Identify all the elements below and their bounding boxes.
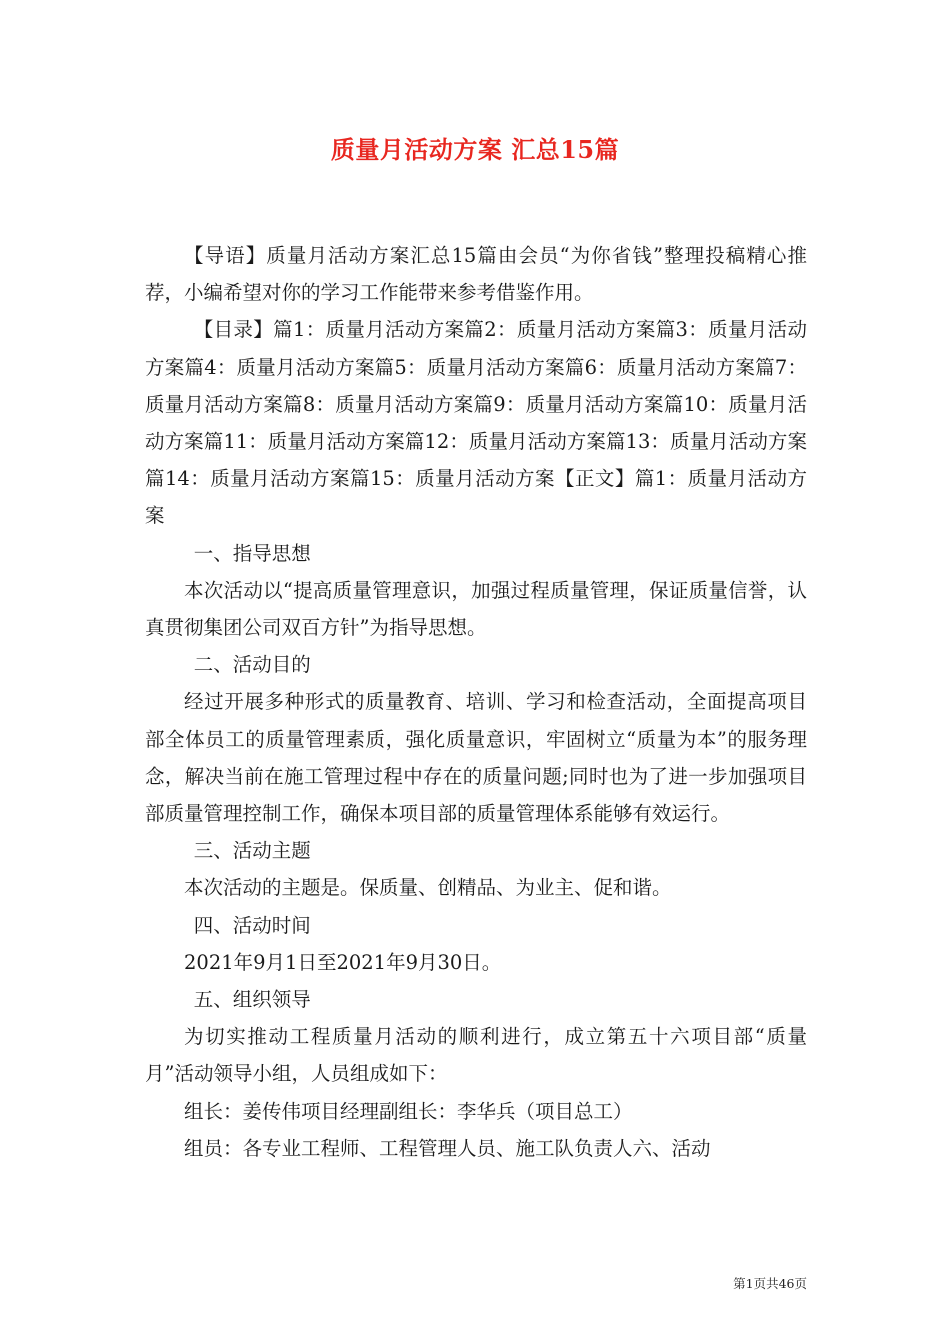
page-number: 第1页共46页 xyxy=(733,1276,807,1291)
section-heading-guiding-thought: 一、指导思想 xyxy=(193,541,311,565)
document-body xyxy=(145,237,807,1167)
body-paragraph: 组员：各专业工程师、工程管理人员、施工队负责人六、活动 xyxy=(184,1136,711,1160)
body-paragraph: 本次活动以“提高质量管理意识，加强过程质量管理，保证质量信誉，认真贯彻集团公司双百方针”为指导思想。 xyxy=(145,578,807,640)
document-title: 质量月活动方案 汇总15篇 xyxy=(330,135,620,164)
body-paragraph: 经过开展多种形式的质量教育、培训、学习和检查活动，全面提高项目部全体员工的质量管理素质，强化质量意识，牢固树立“质量为本”的服务理念，解决当前在施工管理过程中存在的质量问题;同时也为了进一步加强项目部质量管理控制工作，确保本项目部的质量管理体系能够有效运行。 xyxy=(145,690,807,826)
toc-paragraph: 【目录】篇1：质量月活动方案篇2：质量月活动方案篇3：质量月活动方案篇4：质量月活动方案篇5：质量月活动方案篇6：质量月活动方案篇7：质量月活动方案篇8：质量月活动方案篇9：质量月活动方案篇10：质量月活动方案篇11：质量月活动方案篇12：质量月活动方案篇13：质量月活动方案篇14：质量月活动方案篇15：质量月活动方案【正文】篇1：质量月活动方案 xyxy=(145,318,807,528)
section-heading-purpose: 二、活动目的 xyxy=(193,653,311,677)
section-heading-leadership: 五、组织领导 xyxy=(193,988,311,1012)
section-heading-time: 四、活动时间 xyxy=(193,913,311,937)
body-paragraph: 组长：姜传伟项目经理副组长：李华兵（项目总工） xyxy=(184,1099,633,1123)
body-paragraph: 为切实推动工程质量月活动的顺利进行，成立第五十六项目部“质量月”活动领导小组，人员组成如下： xyxy=(145,1025,807,1086)
body-paragraph: 本次活动的主题是。保质量、创精品、为业主、促和谐。 xyxy=(184,876,672,900)
body-paragraph: 2021年9月1日至2021年9月30日。 xyxy=(184,950,502,974)
intro-paragraph: 【导语】质量月活动方案汇总15篇由会员“为你省钱”整理投稿精心推荐，小编希望对你的学习工作能带来参考借鉴作用。 xyxy=(145,244,807,305)
section-heading-theme: 三、活动主题 xyxy=(193,839,311,863)
